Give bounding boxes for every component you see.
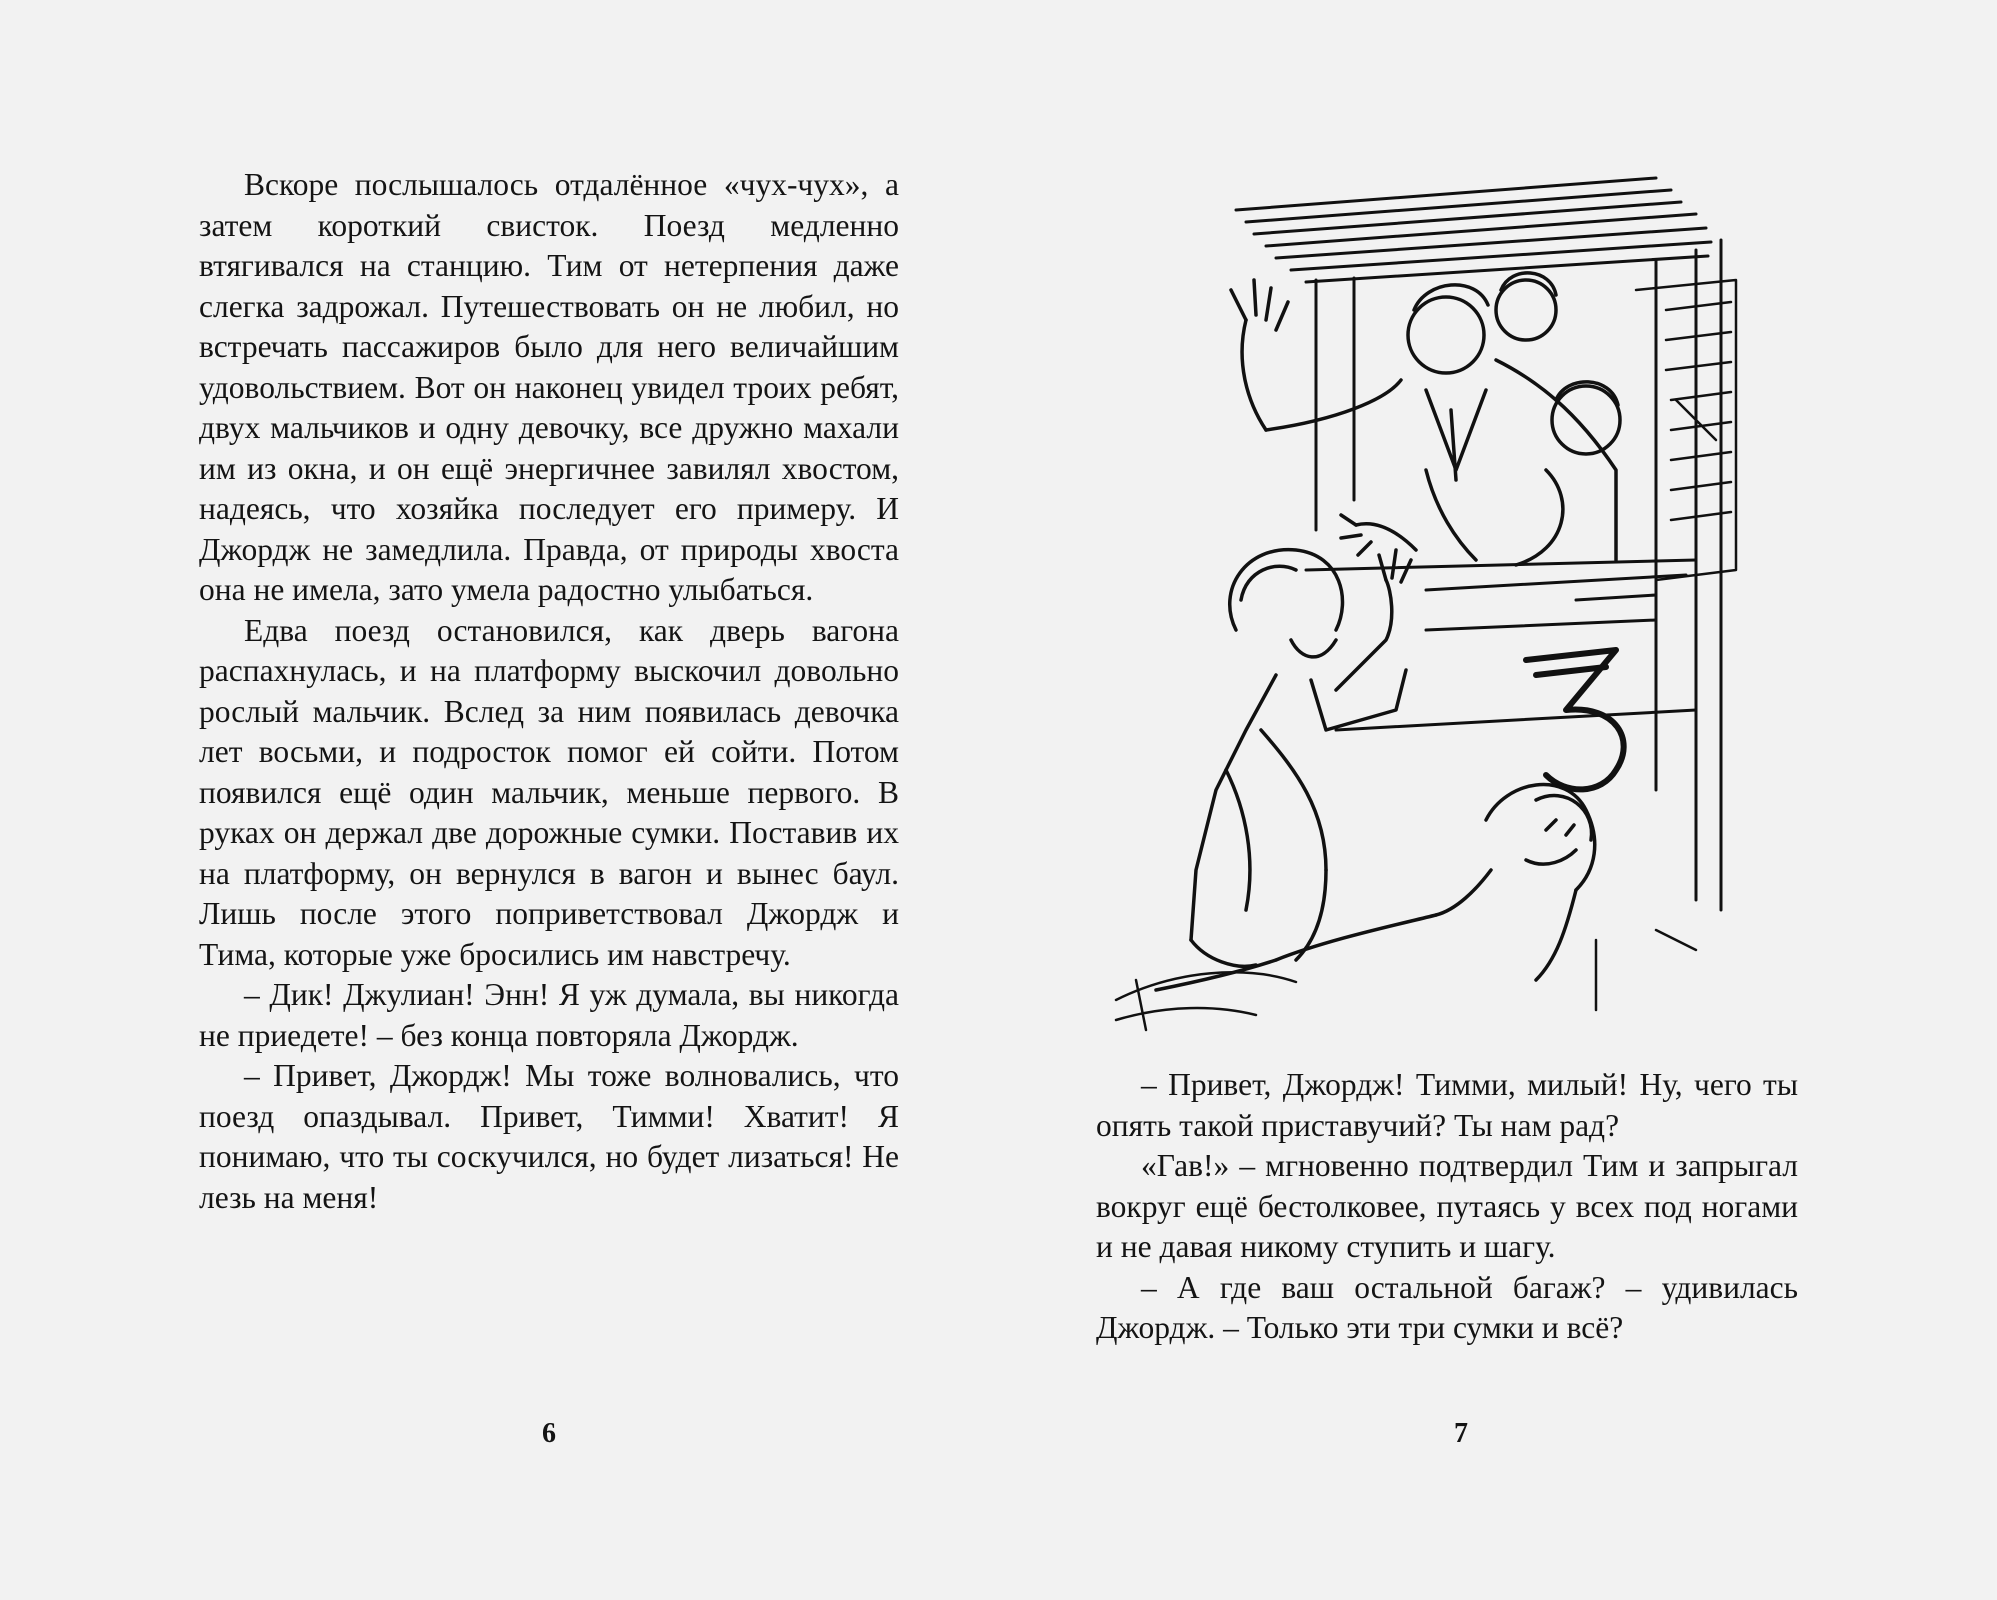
left-page [0, 0, 998, 1600]
page-number-left: 6 [542, 1418, 556, 1449]
train-greeting-illustration [1096, 170, 1886, 1050]
paragraph: Вскоре послышалось отдалённое «чух-чух», а затем короткий свисток. Поезд медленно втягивался на станцию. Тим от нетерпения даже слегка задрожал. Путешествовать он не любил, но встречать пассажиров было для него величайшим удовольствием. Вот он наконец увидел троих ребят, двух мальчиков и одну девочку, все дружно махали им из окна, и он ещё энергичнее завилял хвостом, надеясь, что хозяйка последует его примеру. И Джордж не замедлила. Правда, от природы хвоста она не имела, зато умела радостно улыбаться. [199, 167, 899, 607]
paragraph: – Привет, Джордж! Мы тоже волновались, что поезд опаздывал. Привет, Тимми! Хватит! Я понимаю, что ты соскучился, но будет лизаться! Не лезь на меня! [199, 1058, 899, 1215]
right-page-text [1096, 1065, 1798, 1349]
paragraph: Едва поезд остановился, как дверь вагона распахнулась, и на платформу выскочил довольно рослый мальчик. Вслед за ним появилась девочка лет восьми, и подросток помог ей сойти. Потом появился ещё один мальчик, меньше первого. В руках он держал две дорожные сумки. Поставив их на платформу, он вернулся в вагон и вынес баул. Лишь после этого поприветствовал Джордж и Тима, которые уже бросились им навстречу. [199, 612, 899, 972]
page-number-right: 7 [1454, 1418, 1468, 1449]
paragraph: – Дик! Джулиан! Энн! Я уж думала, вы никогда не приедете! – без конца повторяла Джордж. [199, 977, 899, 1053]
paragraph: – Привет, Джордж! Тимми, милый! Ну, чего ты опять такой приставучий? Ты нам рад? [1096, 1067, 1798, 1143]
paragraph: «Гав!» – мгновенно подтвердил Тим и запрыгал вокруг ещё бестолковее, путаясь у всех под ногами и не давая никому ступить и шагу. [1096, 1148, 1798, 1264]
right-page [998, 0, 1997, 1600]
left-page-text [199, 165, 899, 1218]
paragraph: – А где ваш остальной багаж? – удивилась Джордж. – Только эти три сумки и всё? [1096, 1269, 1798, 1345]
